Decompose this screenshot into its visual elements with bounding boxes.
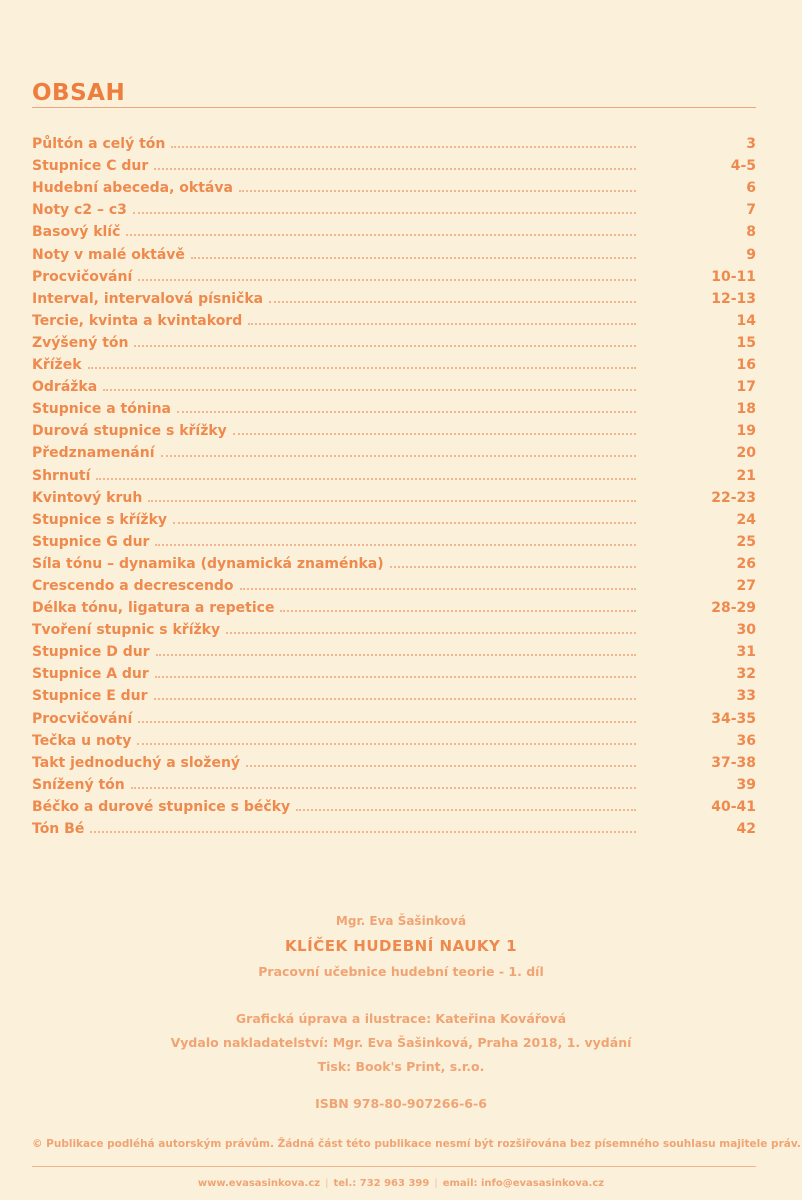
- toc-entry: [32, 550, 756, 572]
- toc-entry-page: 20: [736, 445, 756, 462]
- toc-entry: [32, 240, 756, 262]
- page-heading: OBSAH: [32, 80, 126, 106]
- toc-entry-title: Tečka u noty: [32, 732, 132, 749]
- footer-divider: [32, 1166, 756, 1167]
- toc-entry: [32, 484, 756, 506]
- toc-entry-title: Takt jednoduchý a složený: [32, 754, 241, 771]
- toc-dot-leader: [390, 566, 636, 568]
- toc-dot-leader: [248, 323, 636, 325]
- toc-dot-leader: [269, 301, 636, 303]
- toc-dot-leader: [90, 831, 636, 833]
- toc-entry-page: 8: [746, 224, 756, 241]
- toc-dot-leader: [148, 500, 636, 502]
- toc-entry-title: Zvýšený tón: [32, 334, 129, 351]
- toc-entry-page: 40-41: [711, 798, 756, 815]
- toc-dot-leader: [246, 765, 636, 767]
- toc-entry-title: Shrnutí: [32, 467, 91, 484]
- toc-entry-page: 39: [736, 776, 756, 793]
- colophon-book-title: KLÍČEK HUDEBNÍ NAUKY 1: [284, 937, 518, 955]
- colophon-subtitle: Pracovní učebnice hudební teorie - 1. díl: [258, 964, 544, 979]
- toc-entry-page: 19: [736, 423, 756, 440]
- toc-dot-leader: [156, 654, 636, 656]
- toc-entry: [32, 285, 756, 307]
- toc-entry-title: Procvičování: [32, 268, 133, 285]
- toc-entry-title: Síla tónu – dynamika (dynamická znaménka): [32, 555, 384, 572]
- toc-entry-page: 36: [736, 732, 756, 749]
- toc-entry-title: Stupnice D dur: [32, 644, 150, 661]
- colophon-author: Mgr. Eva Šašinková: [335, 914, 467, 928]
- toc-entry: [32, 572, 756, 594]
- toc-entry-title: Křížek: [32, 357, 82, 374]
- toc-entry-title: Délka tónu, ligatura a repetice: [32, 600, 275, 617]
- colophon-publisher: Vydalo nakladatelství: Mgr. Eva Šašinková, Praha 2018, 1. vydání: [170, 1035, 632, 1050]
- toc-entry-page: 33: [736, 688, 756, 705]
- colophon-credits: [0, 1007, 802, 1079]
- toc-dot-leader: [233, 433, 636, 435]
- toc-entry: [32, 793, 756, 815]
- footer: [0, 1178, 802, 1189]
- toc-dot-leader: [155, 544, 636, 546]
- toc-entry: [32, 174, 756, 196]
- toc-entry-title: Stupnice a tónina: [32, 401, 172, 418]
- copyright-notice: © Publikace podléhá autorským právům. Žádná část této publikace nesmí být rozšiřována bez písemného souhlasu majitele práv.: [32, 1138, 801, 1150]
- toc-entry-title: Noty v malé oktávě: [32, 246, 185, 263]
- footer-website: www.evasasinkova.cz: [197, 1178, 321, 1189]
- toc-entry: [32, 638, 756, 660]
- toc-entry-title: Tvoření stupnic s křížky: [32, 622, 221, 639]
- toc-entry-title: Interval, intervalová písnička: [32, 290, 264, 307]
- toc-entry: [32, 660, 756, 682]
- toc-dot-leader: [138, 279, 636, 281]
- toc-entry-page: 9: [746, 246, 756, 263]
- toc-entry-page: 12-13: [711, 290, 756, 307]
- toc-entry-title: Noty c2 – c3: [32, 202, 127, 219]
- toc-dot-leader: [103, 389, 636, 391]
- toc-entry: [32, 218, 756, 240]
- toc-entry: [32, 461, 756, 483]
- toc-entry-title: Stupnice C dur: [32, 158, 149, 175]
- colophon-illustration: Grafická úprava a ilustrace: Kateřina Kovářová: [235, 1011, 567, 1026]
- toc-entry-page: 21: [736, 467, 756, 484]
- toc-entry: [32, 263, 756, 285]
- toc-entry-title: Snížený tón: [32, 776, 125, 793]
- toc-entry-page: 42: [736, 821, 756, 837]
- toc-entry: [32, 196, 756, 218]
- toc-entry-title: Stupnice G dur: [32, 533, 150, 550]
- toc-entry-page: 30: [736, 622, 756, 639]
- toc-entry: [32, 771, 756, 793]
- heading-divider: [32, 107, 756, 108]
- toc-entry: [32, 616, 756, 638]
- toc-entry-page: 6: [746, 180, 756, 197]
- toc-entry: [32, 594, 756, 616]
- toc-entry-title: Béčko a durové stupnice s béčky: [32, 798, 291, 815]
- colophon-print: Tisk: Book's Print, s.r.o.: [317, 1059, 485, 1074]
- toc-entry: [32, 682, 756, 704]
- toc-entry-title: Procvičování: [32, 710, 133, 727]
- toc-entry-title: Stupnice E dur: [32, 688, 148, 705]
- toc-dot-leader: [173, 522, 636, 524]
- toc-entry: [32, 130, 756, 152]
- toc-entry-page: 27: [736, 577, 756, 594]
- toc-entry-page: 18: [736, 401, 756, 418]
- toc-entry-page: 10-11: [711, 268, 756, 285]
- toc-dot-leader: [131, 787, 636, 789]
- toc-entry-title: Odrážka: [32, 379, 98, 396]
- toc-dot-leader: [171, 146, 636, 148]
- toc-entry-page: 3: [746, 136, 756, 153]
- toc-dot-leader: [191, 257, 636, 259]
- toc-dot-leader: [154, 168, 636, 170]
- toc-entry-page: 22-23: [711, 489, 756, 506]
- toc-entry-title: Stupnice s křížky: [32, 511, 168, 528]
- toc-dot-leader: [138, 721, 636, 723]
- toc-entry-title: Crescendo a decrescendo: [32, 577, 234, 594]
- toc-entry: [32, 329, 756, 351]
- footer-phone: tel.: 732 963 399: [333, 1178, 430, 1189]
- toc-entry-page: 14: [736, 312, 756, 329]
- toc-dot-leader: [155, 676, 636, 678]
- toc-entry: [32, 749, 756, 771]
- toc-dot-leader: [161, 455, 636, 457]
- toc-dot-leader: [296, 809, 636, 811]
- toc-entry-title: Stupnice A dur: [32, 666, 149, 683]
- toc-dot-leader: [96, 478, 636, 480]
- toc-entry: [32, 815, 756, 837]
- toc-entry: [32, 439, 756, 461]
- toc-entry-page: 28-29: [711, 600, 756, 617]
- toc-entry-page: 24: [736, 511, 756, 528]
- toc-entry-page: 31: [736, 644, 756, 661]
- toc-entry-page: 17: [736, 379, 756, 396]
- colophon: [0, 914, 802, 1111]
- footer-email: email: info@evasasinkova.cz: [442, 1178, 605, 1189]
- toc-entry-page: 32: [736, 666, 756, 683]
- toc-entry-page: 37-38: [711, 754, 756, 771]
- toc-entry: [32, 417, 756, 439]
- table-of-contents: [32, 130, 756, 837]
- toc-entry-title: Hudební abeceda, oktáva: [32, 180, 233, 197]
- toc-entry: [32, 528, 756, 550]
- toc-dot-leader: [137, 743, 636, 745]
- toc-entry-title: Předznamenání: [32, 445, 155, 462]
- toc-entry: [32, 351, 756, 373]
- toc-dot-leader: [280, 610, 636, 612]
- toc-dot-leader: [133, 212, 636, 214]
- toc-entry-page: 4-5: [730, 158, 756, 175]
- toc-entry-title: Tercie, kvinta a kvintakord: [32, 312, 243, 329]
- toc-dot-leader: [154, 698, 636, 700]
- footer-separator: |: [325, 1178, 329, 1189]
- toc-entry-page: 15: [736, 334, 756, 351]
- toc-dot-leader: [239, 190, 636, 192]
- toc-entry: [32, 704, 756, 726]
- toc-entry-title: Durová stupnice s křížky: [32, 423, 227, 440]
- toc-entry-title: Kvintový kruh: [32, 489, 143, 506]
- toc-entry: [32, 152, 756, 174]
- toc-entry-page: 26: [736, 555, 756, 572]
- toc-entry-page: 7: [746, 202, 756, 219]
- footer-separator: |: [434, 1178, 438, 1189]
- toc-entry-page: 25: [736, 533, 756, 550]
- toc-dot-leader: [126, 234, 636, 236]
- toc-entry-title: Tón Bé: [32, 821, 85, 837]
- toc-entry: [32, 373, 756, 395]
- toc-dot-leader: [88, 367, 636, 369]
- toc-entry: [32, 307, 756, 329]
- toc-entry-page: 34-35: [711, 710, 756, 727]
- toc-dot-leader: [177, 411, 636, 413]
- toc-dot-leader: [240, 588, 636, 590]
- toc-entry-title: Basový klíč: [32, 224, 121, 241]
- toc-dot-leader: [134, 345, 636, 347]
- toc-entry: [32, 506, 756, 528]
- toc-entry-title: Půltón a celý tón: [32, 136, 166, 153]
- toc-dot-leader: [226, 632, 636, 634]
- toc-entry: [32, 727, 756, 749]
- toc-entry: [32, 395, 756, 417]
- colophon-isbn: ISBN 978-80-907266-6-6: [315, 1096, 487, 1111]
- toc-entry-page: 16: [736, 357, 756, 374]
